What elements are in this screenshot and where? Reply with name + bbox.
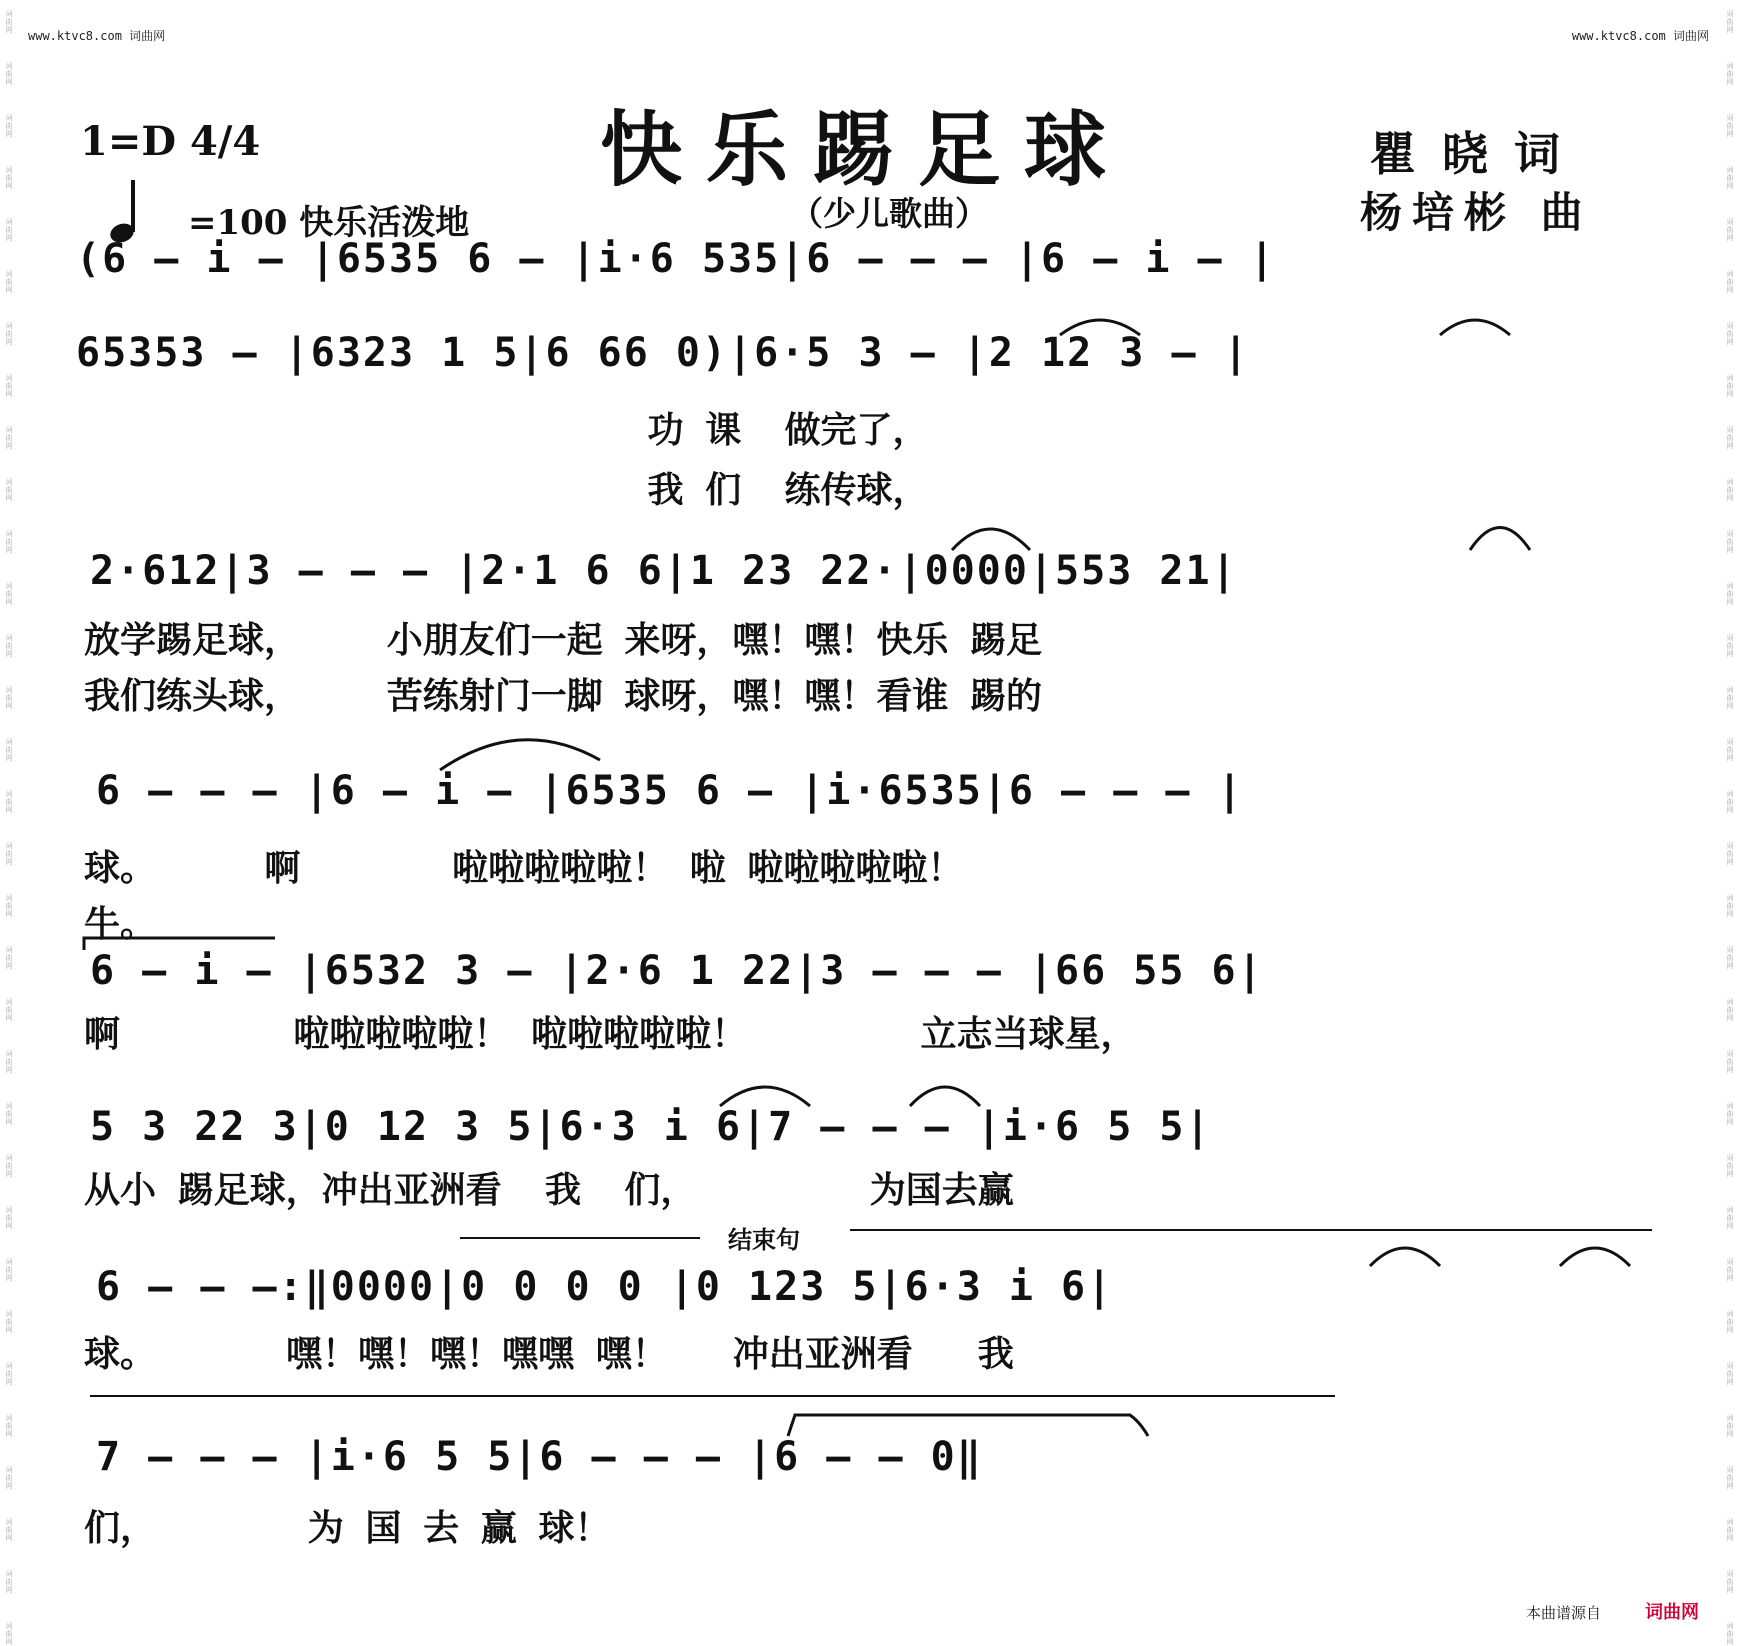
watermark-glyph: 词 曲 网 [1726, 946, 1734, 970]
watermark-glyph: 词 曲 网 [5, 1570, 13, 1594]
watermark-glyph: 词 曲 网 [5, 218, 13, 242]
watermark-glyph: 词 曲 网 [1726, 322, 1734, 346]
site-logo[interactable]: 词曲网 [1645, 1602, 1699, 1623]
watermark-glyph: 词 曲 网 [5, 842, 13, 866]
watermark-glyph: 词 曲 网 [5, 998, 13, 1022]
music-line-4: 6 — — — |6 — i — |6535 6 — |i·6535|6 — — — | [96, 768, 1244, 814]
lyric-line-5a: 啊 啦啦啦啦啦！ 啦啦啦啦啦！ 立志当球星， [84, 1014, 1137, 1055]
watermark-glyph: 词 曲 网 [1726, 1518, 1734, 1542]
composer-credit: 杨培彬 曲 [1360, 188, 1593, 237]
watermark-glyph: 词 曲 网 [5, 426, 13, 450]
watermark-glyph: 词 曲 网 [5, 1154, 13, 1178]
watermark-glyph: 词 曲 网 [5, 166, 13, 190]
watermark-glyph: 词 曲 网 [5, 790, 13, 814]
watermark-glyph: 词 曲 网 [5, 1622, 13, 1646]
watermark-glyph: 词 曲 网 [1726, 166, 1734, 190]
header-url-left: www.ktvc8.com 词曲网 [28, 29, 166, 43]
lyric-line-3b: 我们练头球， 苦练射门一脚 球呀，嘿！嘿！看谁 踢的 [84, 676, 1043, 717]
watermark-glyph: 词 曲 网 [1726, 1102, 1734, 1126]
watermark-glyph: 词 曲 网 [1726, 1622, 1734, 1646]
watermark-glyph: 词 曲 网 [1726, 114, 1734, 138]
watermark-glyph: 词 曲 网 [5, 1414, 13, 1438]
source-note: 本曲谱源自 [1525, 1604, 1601, 1622]
ending-label: 结束句 [728, 1226, 800, 1254]
slur-line6-b [910, 1087, 980, 1106]
slur-line2-b [1440, 320, 1510, 335]
music-line-1: (6 — i — |6535 6 — |i·6 535|6 — — — |6 — i — | [76, 236, 1276, 282]
lyric-line-4b: 牛。 [84, 904, 157, 945]
slur-line3-b [1470, 528, 1530, 551]
watermark-glyph: 词 曲 网 [1726, 62, 1734, 86]
watermark-glyph: 词 曲 网 [5, 634, 13, 658]
lyric-line-6a: 从小 踢足球，冲出亚洲看 我 们， 为国去赢 [84, 1170, 1014, 1211]
watermark-glyph: 词 曲 网 [5, 1362, 13, 1386]
watermark-glyph: 词 曲 网 [1726, 842, 1734, 866]
watermark-glyph: 词 曲 网 [5, 894, 13, 918]
lyricist-credit: 瞿晓词 [1370, 127, 1586, 181]
watermark-glyph: 词 曲 网 [1726, 10, 1734, 34]
tempo-marking: =100 快乐活泼地 [188, 203, 470, 243]
watermark-glyph: 词 曲 网 [1726, 790, 1734, 814]
watermark-glyph: 词 曲 网 [5, 478, 13, 502]
lyric-line-3a: 放学踢足球， 小朋友们一起 来呀，嘿！嘿！快乐 踢足 [84, 620, 1043, 661]
watermark-glyph: 词 曲 网 [1726, 738, 1734, 762]
song-subtitle: （少儿歌曲） [790, 194, 988, 233]
watermark-glyph: 词 曲 网 [5, 62, 13, 86]
music-line-8: 7 — — — |i·6 5 5|6 — — — |6 — — 0‖ [96, 1434, 983, 1480]
lyric-line-8a: 们， 为 国 去 赢 球！ [84, 1508, 611, 1549]
music-line-6: 5 3 22 3|0 12 3 5|6·3 i 6|7 — — — |i·6 5 5| [90, 1104, 1212, 1150]
watermark-glyph: 词 曲 网 [1726, 582, 1734, 606]
watermark-glyph: 词 曲 网 [1726, 1154, 1734, 1178]
watermark-glyph: 词 曲 网 [5, 582, 13, 606]
watermark-glyph: 词 曲 网 [1726, 1050, 1734, 1074]
watermark-glyph: 词 曲 网 [5, 738, 13, 762]
slur-line3-a [952, 529, 1030, 550]
watermark-glyph: 词 曲 网 [1726, 1570, 1734, 1594]
lyric-line-7a: 球。 嘿！嘿！嘿！嘿嘿 嘿！ 冲出亚洲看 我 [84, 1334, 1014, 1375]
slur-line7-b [1560, 1248, 1630, 1266]
slur-line8 [788, 1415, 1148, 1436]
watermark-glyph: 词 曲 网 [1726, 270, 1734, 294]
watermark-glyph: 词 曲 网 [5, 322, 13, 346]
watermark-glyph: 词 曲 网 [1726, 998, 1734, 1022]
slur-line4 [440, 740, 600, 770]
watermark-glyph: 词 曲 网 [5, 10, 13, 34]
watermark-glyph: 词 曲 网 [1726, 634, 1734, 658]
watermark-glyph: 词 曲 网 [5, 530, 13, 554]
watermark-glyph: 词 曲 网 [5, 270, 13, 294]
watermark-glyph: 词 曲 网 [1726, 426, 1734, 450]
music-line-3: 2·612|3 — — — |2·1 6 6|1 23 22·|0000|553 21| [90, 548, 1238, 594]
tie-line5 [84, 938, 275, 950]
slur-line2-a [1060, 320, 1140, 335]
slur-line6-a [720, 1087, 810, 1106]
key-signature: 1=D 4/4 [80, 118, 261, 165]
slur-line7-a [1370, 1248, 1440, 1266]
watermark-glyph: 词 曲 网 [5, 1206, 13, 1230]
lyric-line-2b: 我 们 练传球， [84, 470, 929, 511]
watermark-glyph: 词 曲 网 [5, 114, 13, 138]
watermark-glyph: 词 曲 网 [5, 1050, 13, 1074]
watermark-glyph: 词 曲 网 [1726, 1362, 1734, 1386]
watermark-glyph: 词 曲 网 [1726, 894, 1734, 918]
watermark-glyph: 词 曲 网 [1726, 1414, 1734, 1438]
music-line-5: 6 — i — |6532 3 — |2·6 1 22|3 — — — |66 55 6| [90, 948, 1264, 994]
watermark-glyph: 词 曲 网 [1726, 374, 1734, 398]
watermark-glyph: 词 曲 网 [1726, 1258, 1734, 1282]
watermark-glyph: 词 曲 网 [1726, 1206, 1734, 1230]
lyric-line-4a: 球。 啊 啦啦啦啦啦！ 啦 啦啦啦啦啦！ [84, 848, 964, 889]
music-line-7: 6 — — —:‖0000|0 0 0 0 |0 123 5|6·3 i 6| [96, 1264, 1114, 1310]
watermark-glyph: 词 曲 网 [1726, 1466, 1734, 1490]
watermark-glyph: 词 曲 网 [5, 686, 13, 710]
header-url-right: www.ktvc8.com 词曲网 [1571, 29, 1709, 43]
watermark-glyph: 词 曲 网 [1726, 1310, 1734, 1334]
song-title: 快乐踢足球 [600, 102, 1131, 198]
watermark-glyph: 词 曲 网 [1726, 686, 1734, 710]
watermark-glyph: 词 曲 网 [1726, 218, 1734, 242]
watermark-glyph: 词 曲 网 [5, 1466, 13, 1490]
watermark-glyph: 词 曲 网 [5, 374, 13, 398]
watermark-glyph: 词 曲 网 [5, 1258, 13, 1282]
music-line-2: 65353 — |6323 1 5|6 66 0)|6·5 3 — |2 12 3 — | [76, 330, 1250, 376]
watermark-glyph: 词 曲 网 [1726, 478, 1734, 502]
watermark-glyph: 词 曲 网 [5, 1102, 13, 1126]
watermark-glyph: 词 曲 网 [5, 1310, 13, 1334]
watermark-glyph: 词 曲 网 [5, 1518, 13, 1542]
watermark-glyph: 词 曲 网 [1726, 530, 1734, 554]
watermark-glyph: 词 曲 网 [5, 946, 13, 970]
lyric-line-2a: 功 课 做完了， [84, 410, 929, 451]
